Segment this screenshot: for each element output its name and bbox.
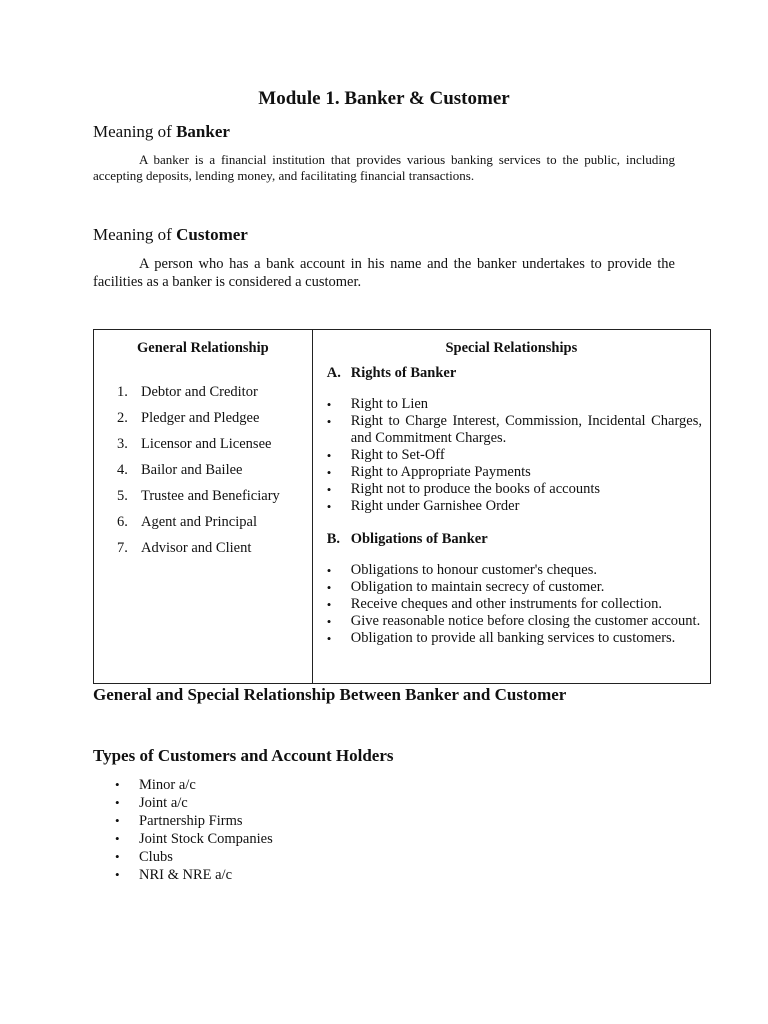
item-text: Licensor and Licensee xyxy=(141,436,272,452)
right-item xyxy=(327,447,702,464)
item-text: Advisor and Client xyxy=(141,540,252,556)
obligation-item xyxy=(327,562,702,579)
rights-of-banker-heading xyxy=(327,365,710,382)
banker-heading xyxy=(93,122,230,142)
customer-heading-prefix: Meaning of xyxy=(93,225,177,244)
bullet-text: Obligation to provide all banking services to customers. xyxy=(350,630,676,646)
general-relationship-item xyxy=(117,513,312,539)
customer-type-text: Partnership Firms xyxy=(139,813,243,829)
customer-type-text: Joint Stock Companies xyxy=(139,831,273,847)
obligations-letter: B. xyxy=(326,531,341,547)
relationship-table xyxy=(93,329,711,684)
obligations-of-banker-heading xyxy=(327,531,710,548)
obligation-item xyxy=(327,579,702,596)
special-relationships-header: Special Relationships xyxy=(445,340,578,356)
special-relationships-cell xyxy=(312,330,710,684)
customer-type-item xyxy=(115,794,273,812)
banker-definition: A banker is a financial institution that provides various banking services to the public, including accepting deposits, lending money, and facilitating financial transactions. xyxy=(93,152,675,183)
customer-heading-term: Customer xyxy=(176,225,248,244)
item-number: 5. xyxy=(117,488,128,504)
types-heading: Types of Customers and Account Holders xyxy=(93,746,394,765)
bullet-text: Right to Appropriate Payments xyxy=(350,464,531,480)
item-text: Agent and Principal xyxy=(141,514,257,530)
bullet-icon: • xyxy=(326,397,332,412)
item-number: 2. xyxy=(117,410,128,426)
bullet-text: Right not to produce the books of accounts xyxy=(350,481,600,497)
bullet-text: Right to Charge Interest, Commission, Incidental Charges, and Commitment Charges. xyxy=(350,413,702,446)
bullet-icon: • xyxy=(115,777,120,792)
general-relationship-cell xyxy=(94,330,313,684)
item-number: 6. xyxy=(117,514,128,530)
bullet-icon: • xyxy=(326,499,332,514)
customer-heading xyxy=(93,225,248,245)
general-relationship-item xyxy=(117,435,312,461)
bullet-icon: • xyxy=(115,831,120,846)
general-relationship-item xyxy=(117,539,312,565)
customer-definition: A person who has a bank account in his name and the banker undertakes to provide the facilities as a banker is considered a customer. xyxy=(93,256,675,290)
customer-type-text: Joint a/c xyxy=(139,795,188,811)
obligation-item xyxy=(327,613,702,630)
item-text: Bailor and Bailee xyxy=(141,462,243,478)
bullet-icon: • xyxy=(115,795,120,810)
customer-type-text: Minor a/c xyxy=(139,777,196,793)
bullet-icon: • xyxy=(326,482,332,497)
customer-type-item xyxy=(115,776,273,794)
bullet-icon: • xyxy=(326,597,332,612)
page-title: Module 1. Banker & Customer xyxy=(258,88,510,109)
bullet-text: Receive cheques and other instruments for collection. xyxy=(350,596,662,612)
obligations-list xyxy=(327,562,702,647)
item-number: 4. xyxy=(117,462,128,478)
bullet-text: Give reasonable notice before closing the customer account. xyxy=(350,613,701,629)
right-item xyxy=(327,396,702,413)
customer-type-item xyxy=(115,866,273,884)
bullet-icon: • xyxy=(326,465,332,480)
general-relationship-item xyxy=(117,409,312,435)
general-relationship-item xyxy=(117,487,312,513)
item-number: 1. xyxy=(117,384,128,400)
bullet-icon: • xyxy=(326,631,332,646)
item-text: Pledger and Pledgee xyxy=(141,410,260,426)
bullet-text: Right to Set-Off xyxy=(350,447,445,463)
rights-title: Rights of Banker xyxy=(350,365,457,381)
customer-type-item xyxy=(115,812,273,830)
customer-type-item xyxy=(115,848,273,866)
general-relationship-item xyxy=(117,383,312,409)
bullet-icon: • xyxy=(326,614,332,629)
types-list xyxy=(115,776,273,884)
item-number: 3. xyxy=(117,436,128,452)
obligation-item xyxy=(327,630,702,647)
bullet-icon: • xyxy=(115,813,120,828)
item-text: Trustee and Beneficiary xyxy=(141,488,280,504)
general-relationship-item xyxy=(117,461,312,487)
rights-list xyxy=(327,396,702,515)
bullet-text: Right to Lien xyxy=(350,396,429,412)
bullet-icon: • xyxy=(326,448,332,463)
customer-type-item xyxy=(115,830,273,848)
customer-type-text: Clubs xyxy=(139,849,173,865)
banker-heading-prefix: Meaning of xyxy=(93,122,177,141)
bullet-icon: • xyxy=(326,414,332,429)
bullet-icon: • xyxy=(326,580,332,595)
right-item xyxy=(327,464,702,481)
item-text: Debtor and Creditor xyxy=(141,384,258,400)
banker-heading-term: Banker xyxy=(176,122,230,141)
bullet-icon: • xyxy=(115,849,120,864)
general-relationship-header: General Relationship xyxy=(137,340,269,356)
item-number: 7. xyxy=(117,540,128,556)
bullet-text: Obligations to honour customer's cheques. xyxy=(350,562,597,578)
obligations-title: Obligations of Banker xyxy=(350,531,488,547)
bullet-icon: • xyxy=(326,563,332,578)
right-item xyxy=(327,498,702,515)
relationship-caption: General and Special Relationship Between Banker and Customer xyxy=(93,685,567,704)
general-relationship-list xyxy=(94,383,312,565)
right-item xyxy=(327,413,702,447)
bullet-text: Obligation to maintain secrecy of customer. xyxy=(350,579,605,595)
customer-type-text: NRI & NRE a/c xyxy=(139,867,233,883)
rights-letter: A. xyxy=(326,365,341,381)
obligation-item xyxy=(327,596,702,613)
bullet-icon: • xyxy=(115,867,120,882)
right-item xyxy=(327,481,702,498)
bullet-text: Right under Garnishee Order xyxy=(350,498,520,514)
